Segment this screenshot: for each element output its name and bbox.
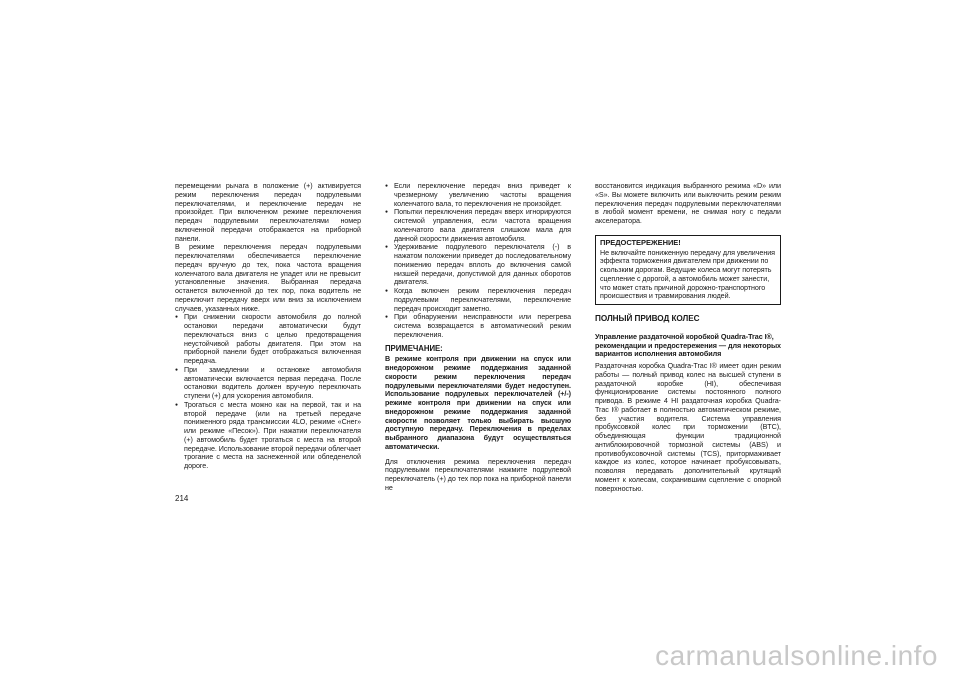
- section-heading: ПОЛНЫЙ ПРИВОД КОЛЕС: [595, 314, 700, 323]
- column-middle: [385, 182, 571, 493]
- list-item: ● Попытки переключения передач вверх игнорируются системой управления, если частота вращения коленчатого вала двигателя слишком мала для данной скорости движения автомобиля.: [385, 208, 571, 243]
- note-text: В режиме контроля при движении на спуск или внедорожном режиме поддержания заданной скорости режим переключения передач подрулевыми переключателями будет недоступен. Использование подрулевых переключателей (+/-) режиме контроля при движении на спуск или внедорожном режиме поддержания заданной скорости позволяет только выбирать высшую доступную передачу. Переключения в пределах выбранного диапазона будут осуществляться автоматически.: [385, 355, 571, 451]
- subsection-heading: Управление раздаточной коробкой Quadra-Trac I®, рекомендации и предостережения — для некоторых вариантов исполнения автомобиля: [595, 331, 782, 359]
- list-item: ● При снижении скорости автомобиля до полной остановки передачи автоматически будут переключаться вниз с целью предотвращения неустойчивой работы двигателя. При этом на приборной панели будет отображаться включенная передача.: [175, 313, 361, 366]
- column-right: [595, 182, 781, 493]
- watermark: carmanualsonline.info: [655, 640, 938, 671]
- bullet-list: [385, 182, 571, 340]
- list-item: ● Удерживание подрулевого переключателя (-) в нажатом положении приведет до последовательному понижению передач вплоть до включения самой низшей передачи, допустимой для данных оборотов двигателя.: [385, 243, 571, 287]
- paragraph: восстановится индикация выбранного режима «D» или «S». Вы можете включить или выключить режим режим переключения передач подрулевыми переключателями в любой момент времени, не снимая ногу с педали акселератора.: [595, 182, 781, 225]
- list-item: ● При замедлении и остановке автомобиля автоматически включается первая передача. После остановки водитель должен вручную переключать ступени (+) для ускорения автомобиля.: [175, 366, 361, 401]
- column-left: [175, 182, 361, 471]
- paragraph: Раздаточная коробка Quadra-Trac I® имеет один режим работы — полный привод колес на высшей ступени в раздаточной коробке (HI), обеспечивая функционирование системы постоянного полного привода. В режиме 4 HI раздаточная коробка Quadra-Trac I® работает в полностью автоматическом режиме, без участия водителя. Система управления пробуксовкой колес при торможении (BTC), объединяющая функции традиционной антиблокировочной тормозной системы (ABS) и противобуксовочной системы (TCS), притормаживает каждое из колес, которое начинает пробуксовывать, позволяя передавать дополнительный крутящий момент к колесам, сохранившим сцепление с опорной поверхностью.: [595, 362, 781, 493]
- paragraph: перемещении рычага в положение (+) активируется режим переключения передач подрулевыми переключателями, и переключение передач не произойдет. При включенном режиме переключения передач подрулевыми переключателями номер включенной передачи отображается на приборной панели.: [175, 182, 361, 243]
- list-item: ● Если переключение передач вниз приведет к чрезмерному увеличению частоты вращения коленчатого вала, то переключения не произойдет.: [385, 182, 571, 208]
- paragraph: В режиме переключения передач подрулевыми переключателями обеспечивается переключение передач вручную до тех, пока частота вращения коленчатого вала двигателя не упадет или не превысит установленные значения. Выбранная передача останется включенной до тех пор, пока водитель не переключит передачу вверх или вниз за исключением случаев, указанных ниже.: [175, 243, 361, 313]
- bullet-list: [175, 313, 361, 471]
- list-item: ● Когда включен режим переключения передач подрулевыми переключателями, переключение передач происходит заметно.: [385, 287, 571, 313]
- list-item: ● Трогаться с места можно как на первой, так и на второй передаче (или на третьей передаче пониженного ряда трансмиссии 4LO, режиме «Снег» или режиме «Песок»). При нажатии переключателя (+) автомобиль будет трогаться с места на второй передаче. Использование второй передачи облегчает трогание с места на заснеженной или обледенелой дороге.: [175, 401, 361, 471]
- paragraph: Для отключения режима переключения передач подрулевыми переключателями нажмите подрулевой переключатель (+) до тех пор пока на приборной панели не: [385, 457, 571, 492]
- warning-heading: ПРЕДОСТЕРЕЖЕНИЕ!: [600, 237, 681, 247]
- warning-text: Не включайте пониженную передачу для увеличения эффекта торможения двигателем при движении по скользким дорогам. Ведущие колеса могут потерять сцепление с дорогой, а автомобиль может занести, что может стать причиной дорожно-транспортного происшествия и травмирования людей.: [600, 248, 775, 301]
- list-item: ● При обнаружении неисправности или перегрева система возвращается в автоматический режим переключения.: [385, 313, 571, 339]
- note-heading: ПРИМЕЧАНИЕ:: [385, 343, 443, 353]
- page-number: 214: [175, 494, 189, 503]
- warning-box: [595, 235, 781, 305]
